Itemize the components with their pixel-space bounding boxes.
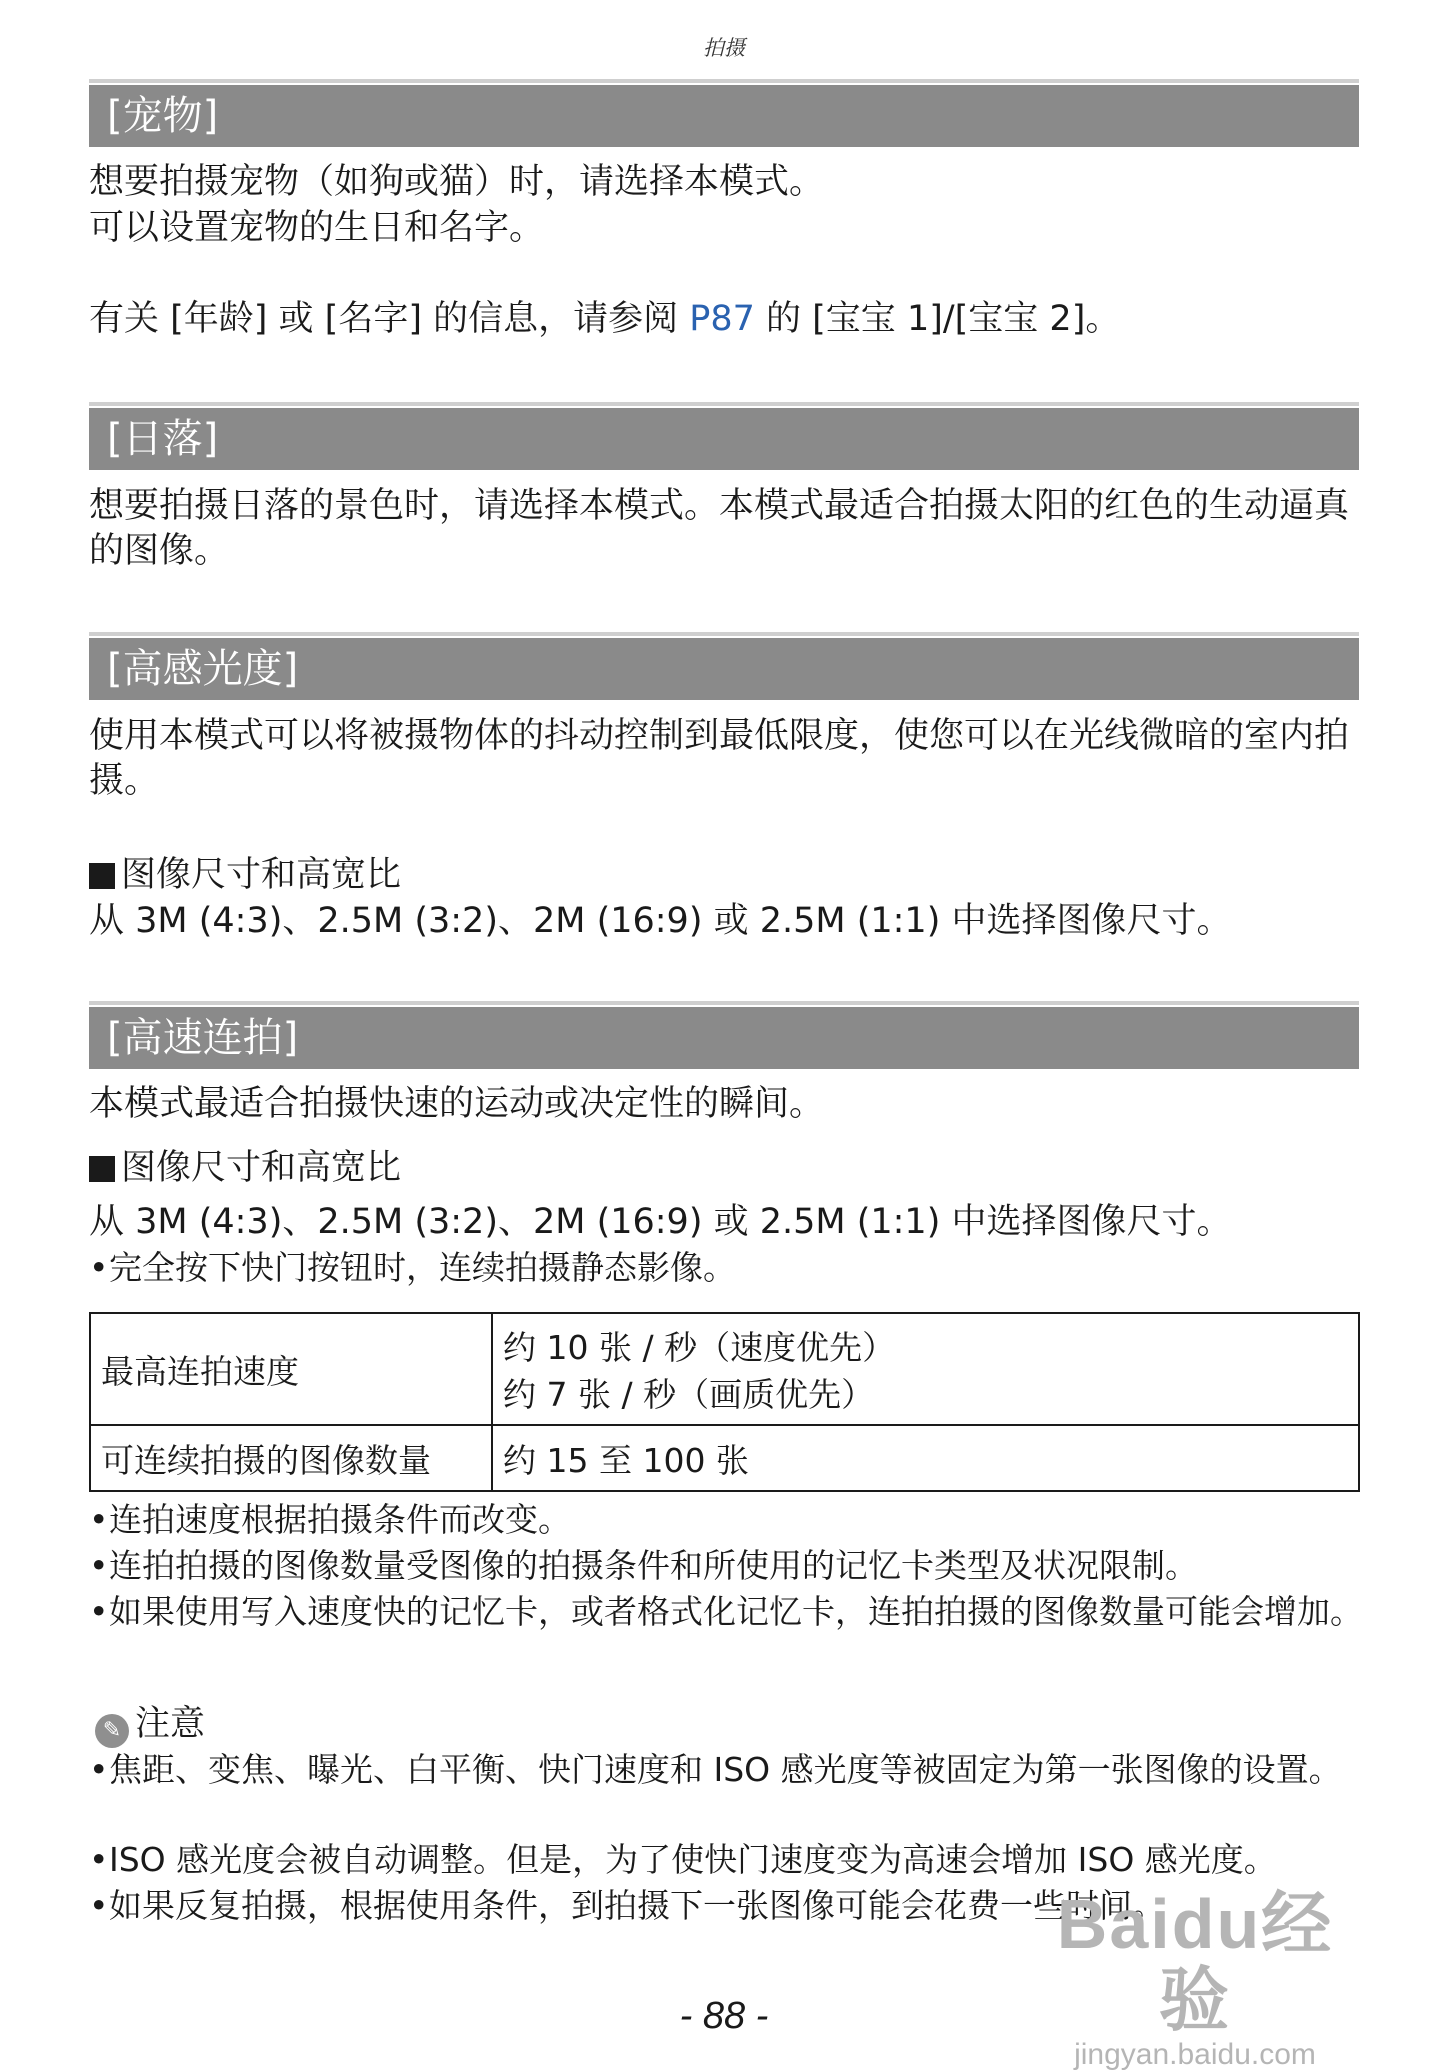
note-bullet-time: • 如果反复拍摄，根据使用条件，到拍摄下一张图像可能会花费一些时间。 bbox=[89, 1884, 1364, 1928]
picture-size-heading bbox=[89, 853, 401, 898]
picture-size-heading-text: 图像尺寸和高宽比 bbox=[121, 855, 402, 895]
burst-bullet-shutter: • 完全按下快门按钮时，连续拍摄静态影像。 bbox=[89, 1246, 1364, 1290]
burst-description: 本模式最适合拍摄快速的运动或决定性的瞬间。 bbox=[89, 1084, 825, 1124]
speed-priority-value: 约 10 张 / 秒（速度优先） bbox=[503, 1328, 896, 1367]
burst-picture-size-heading bbox=[89, 1146, 401, 1191]
page-link-p87[interactable]: P87 bbox=[689, 299, 755, 339]
burst-spec-table bbox=[89, 1312, 1360, 1492]
note-heading bbox=[95, 1702, 205, 1748]
pencil-note-icon: ✎ bbox=[95, 1714, 129, 1748]
watermark-url: jingyan.baidu.com bbox=[1074, 2038, 1316, 2071]
picture-size-description: 从 3M (4:3)、2.5M (3:2)、2M (16:9) 或 2.5M (1:1) 中选择图像尺寸。 bbox=[89, 901, 1232, 941]
burst-bullet-count-limit: • 连拍拍摄的图像数量受图像的拍摄条件和所使用的记忆卡类型及状况限制。 bbox=[89, 1544, 1364, 1588]
chapter-header: 拍摄 bbox=[703, 36, 745, 60]
pet-description-line2: 可以设置宠物的生日和名字。 bbox=[89, 208, 545, 248]
max-burst-speed-label: 最高连拍速度 bbox=[90, 1313, 492, 1425]
max-burst-speed-value bbox=[492, 1313, 1359, 1425]
burst-bullet-speed: • 连拍速度根据拍摄条件而改变。 bbox=[89, 1498, 1364, 1542]
note-title: 注意 bbox=[135, 1704, 206, 1744]
pet-reference bbox=[89, 297, 1364, 342]
pet-reference-prefix: 有关 [年龄] 或 [名字] 的信息，请参阅 bbox=[89, 299, 690, 339]
section-title-high-sensitivity: [高感光度] bbox=[89, 638, 1359, 700]
watermark-brand: Baidu经验 bbox=[1056, 1885, 1334, 2039]
quality-priority-value: 约 7 张 / 秒（画质优先） bbox=[503, 1375, 875, 1414]
baidu-watermark bbox=[1030, 1886, 1360, 2072]
section-title-pet: [宠物] bbox=[89, 85, 1359, 147]
high-sensitivity-description: 使用本模式可以将被摄物体的抖动控制到最低限度，使您可以在光线微暗的室内拍摄。 bbox=[89, 716, 1350, 801]
section-title-sunset: [日落] bbox=[89, 408, 1359, 470]
square-bullet-icon bbox=[89, 863, 115, 889]
burst-picture-size-heading-text: 图像尺寸和高宽比 bbox=[121, 1148, 402, 1188]
recordable-pictures-value: 约 15 至 100 张 bbox=[492, 1425, 1359, 1491]
recordable-pictures-label: 可连续拍摄的图像数量 bbox=[90, 1425, 492, 1491]
table-row bbox=[90, 1425, 1359, 1491]
note-bullet-iso: • ISO 感光度会被自动调整。但是，为了使快门速度变为高速会增加 ISO 感光度。 bbox=[89, 1838, 1364, 1882]
square-bullet-icon bbox=[89, 1156, 115, 1182]
table-row bbox=[90, 1313, 1359, 1425]
section-title-high-speed-burst: [高速连拍] bbox=[89, 1007, 1359, 1069]
note-bullet-fixed-settings: • 焦距、变焦、曝光、白平衡、快门速度和 ISO 感光度等被固定为第一张图像的设置。 bbox=[89, 1748, 1364, 1792]
page-number: - 88 - bbox=[679, 1995, 769, 2037]
sunset-description: 想要拍摄日落的景色时，请选择本模式。本模式最适合拍摄太阳的红色的生动逼真的图像。 bbox=[89, 486, 1350, 571]
pet-reference-suffix: 的 [宝宝 1]/[宝宝 2]。 bbox=[754, 299, 1121, 339]
burst-bullet-fast-card: • 如果使用写入速度快的记忆卡，或者格式化记忆卡，连拍拍摄的图像数量可能会增加。 bbox=[89, 1590, 1364, 1634]
pet-description-line1: 想要拍摄宠物（如狗或猫）时，请选择本模式。 bbox=[89, 162, 825, 202]
burst-picture-size-description: 从 3M (4:3)、2.5M (3:2)、2M (16:9) 或 2.5M (1:1) 中选择图像尺寸。 bbox=[89, 1202, 1232, 1242]
